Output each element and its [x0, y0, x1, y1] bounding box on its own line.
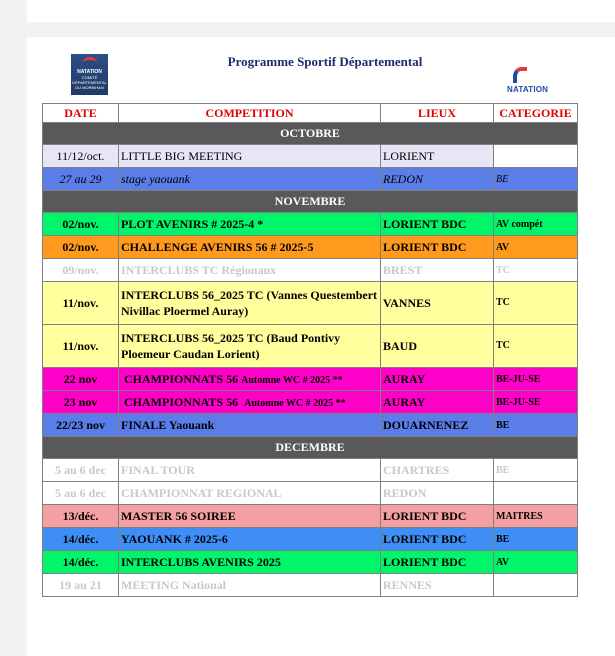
page-title: Programme Sportif Départemental: [227, 54, 423, 69]
cell-categorie: [494, 482, 578, 505]
cell-lieux: VANNES: [381, 282, 494, 325]
cell-date: 27 au 29: [43, 168, 119, 191]
cell-categorie: TC: [494, 282, 578, 325]
cell-date: 13/déc.: [43, 505, 119, 528]
cell-competition: INTERCLUBS 56_2025 TC (Baud Pontivy Ploemeur Caudan Lorient): [119, 325, 381, 368]
cell-categorie: AV compét: [494, 213, 578, 236]
cell-categorie: [494, 574, 578, 597]
cell-categorie: BE-JU-SE: [494, 391, 578, 414]
cell-competition: PLOT AVENIRS # 2025-4 *: [119, 213, 381, 236]
logo-left-sub: COMITÉ DÉPARTEMENTAL DU MORBIHAN: [72, 75, 107, 90]
cell-competition: YAOUANK # 2025-6: [119, 528, 381, 551]
cell-categorie: BE: [494, 414, 578, 437]
cell-date: 11/12/oct.: [43, 145, 119, 168]
competition-small: Automne WC # 2025 **: [241, 374, 343, 386]
cell-date: 22 nov: [43, 368, 119, 391]
cell-competition: INTERCLUBS AVENIRS 2025: [119, 551, 381, 574]
section-row: [43, 437, 578, 459]
cell-date: 02/nov.: [43, 213, 119, 236]
table-row: [43, 168, 578, 191]
cell-competition: [119, 368, 381, 391]
ffn-natation-logo: [507, 65, 567, 97]
cell-competition: FINAL TOUR: [119, 459, 381, 482]
cell-categorie: TC: [494, 259, 578, 282]
cell-competition: INTERCLUBS 56_2025 TC (Vannes Questembert Nivillac Ploermel Auray): [119, 282, 381, 325]
cell-categorie: BE: [494, 459, 578, 482]
section-title: OCTOBRE: [43, 123, 578, 145]
section-row: [43, 123, 578, 145]
cell-lieux: LORIENT BDC: [381, 528, 494, 551]
header-categorie: CATEGORIE: [494, 104, 578, 123]
section-row: [43, 191, 578, 213]
table-row: [43, 236, 578, 259]
cell-categorie: AV: [494, 236, 578, 259]
cell-lieux: AURAY: [381, 368, 494, 391]
section-title: NOVEMBRE: [43, 191, 578, 213]
cell-lieux: BREST: [381, 259, 494, 282]
logo-left-brand: NATATION: [77, 69, 102, 75]
cell-date: 23 nov: [43, 391, 119, 414]
cell-lieux: LORIENT BDC: [381, 551, 494, 574]
cell-lieux: AURAY: [381, 391, 494, 414]
cell-lieux: CHARTRES: [381, 459, 494, 482]
cell-date: 02/nov.: [43, 236, 119, 259]
ffn-swoosh-icon: [513, 67, 527, 83]
cell-categorie: AV: [494, 551, 578, 574]
table-header-row: [43, 104, 578, 123]
cell-lieux: REDON: [381, 482, 494, 505]
cell-date: 11/nov.: [43, 325, 119, 368]
cell-lieux: LORIENT BDC: [381, 213, 494, 236]
previous-page-edge: [27, 0, 615, 22]
table-row: [43, 551, 578, 574]
section-title: DECEMBRE: [43, 437, 578, 459]
cell-date: 22/23 nov: [43, 414, 119, 437]
table-row: [43, 391, 578, 414]
table-row: [43, 574, 578, 597]
cell-lieux: LORIENT BDC: [381, 505, 494, 528]
cell-lieux: BAUD: [381, 325, 494, 368]
competition-main: CHAMPIONNATS 56: [121, 371, 242, 386]
table-row: [43, 368, 578, 391]
cell-date: 14/déc.: [43, 551, 119, 574]
cell-categorie: MAITRES: [494, 505, 578, 528]
cell-lieux: LORIENT: [381, 145, 494, 168]
table-row: [43, 528, 578, 551]
cell-competition: MEETING National: [119, 574, 381, 597]
table-row: [43, 505, 578, 528]
cell-date: 14/déc.: [43, 528, 119, 551]
cell-lieux: DOUARNENEZ: [381, 414, 494, 437]
cell-competition: FINALE Yaouank: [119, 414, 381, 437]
table-row: [43, 414, 578, 437]
cell-date: 09/nov.: [43, 259, 119, 282]
logo-right-brand: NATATION: [507, 85, 549, 94]
header-competition: COMPETITION: [119, 104, 381, 123]
document-page: [27, 37, 615, 656]
header-date: DATE: [43, 104, 119, 123]
table-row: [43, 325, 578, 368]
cell-lieux: LORIENT BDC: [381, 236, 494, 259]
table-row: [43, 259, 578, 282]
table-row: [43, 482, 578, 505]
cell-categorie: [494, 145, 578, 168]
cell-competition: LITTLE BIG MEETING: [119, 145, 381, 168]
cell-categorie: BE: [494, 168, 578, 191]
cell-competition: stage yaouank: [119, 168, 381, 191]
cell-competition: CHALLENGE AVENIRS 56 # 2025-5: [119, 236, 381, 259]
table-row: [43, 282, 578, 325]
header-lieux: LIEUX: [381, 104, 494, 123]
cell-date: 19 au 21: [43, 574, 119, 597]
cell-competition: [119, 391, 381, 414]
cell-categorie: TC: [494, 325, 578, 368]
cell-date: 11/nov.: [43, 282, 119, 325]
table-row: [43, 459, 578, 482]
cell-lieux: REDON: [381, 168, 494, 191]
cell-competition: MASTER 56 SOIREE: [119, 505, 381, 528]
cell-date: 5 au 6 dec: [43, 459, 119, 482]
programme-table: [42, 103, 578, 597]
cell-competition: INTERCLUBS TC Régionaux: [119, 259, 381, 282]
cell-date: 5 au 6 dec: [43, 482, 119, 505]
competition-small: Automne WC # 2025 **: [244, 397, 346, 409]
table-row: [43, 145, 578, 168]
cell-categorie: BE: [494, 528, 578, 551]
table-row: [43, 213, 578, 236]
cell-categorie: BE-JU-SE: [494, 368, 578, 391]
cell-competition: CHAMPIONNAT REGIONAL: [119, 482, 381, 505]
cell-lieux: RENNES: [381, 574, 494, 597]
competition-main: CHAMPIONNATS 56: [121, 394, 245, 409]
